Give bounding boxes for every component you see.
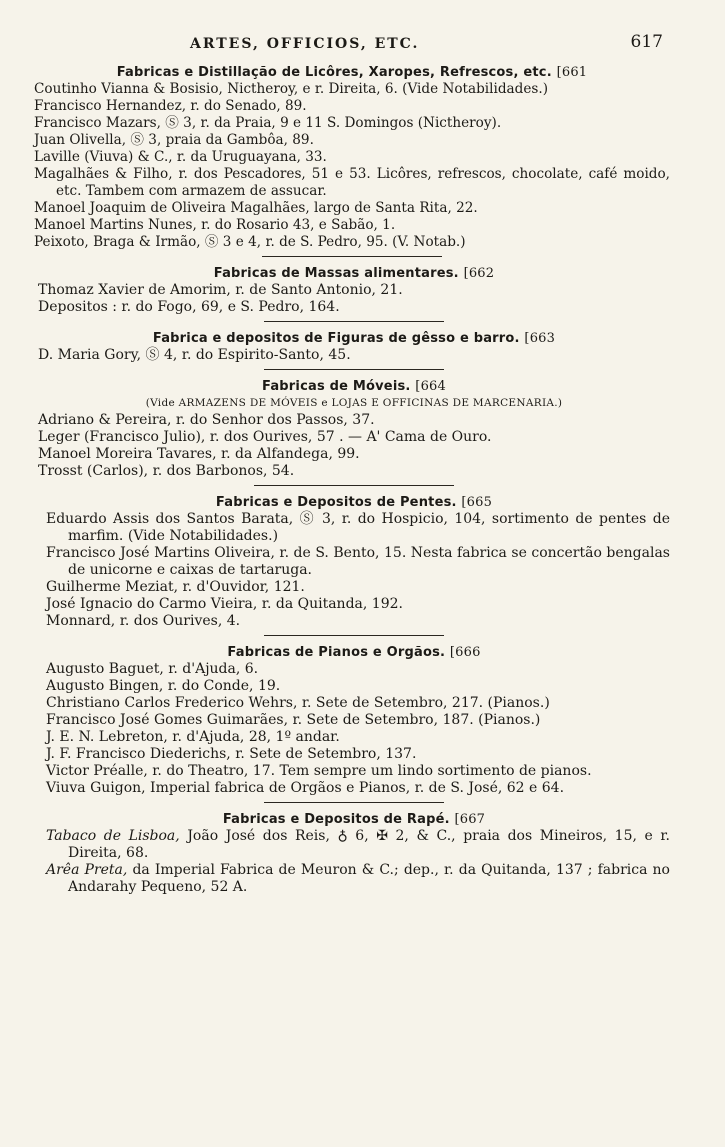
directory-entry [34,234,670,251]
entry-text: Depositos : r. do Fogo, 69, e S. Pedro, 164. [38,299,340,315]
entry-text: Eduardo Assis dos Santos Barata, Ⓢ 3, r. do Hospicio, 104, sortimento de pentes de marfim. (Vide Notabilidades.) [46,511,670,544]
directory-section [34,64,670,257]
section-heading [38,265,670,282]
page-number: 617 [630,32,663,52]
section-ref-number: [664 [415,379,446,394]
entry-trade-name: Arêa Preta, [46,862,128,878]
section-ref-number: [665 [461,495,493,510]
directory-section [38,378,670,486]
directory-section [38,265,670,322]
directory-section [38,330,670,370]
section-ref-number: [667 [454,812,486,827]
entry-text: Coutinho Vianna & Bosisio, Nictheroy, e r. Direita, 6. (Vide Notabilidades.) [34,81,549,97]
section-divider [264,369,444,370]
section-ref-number: [666 [449,645,481,660]
directory-entry [46,746,670,763]
directory-entry [38,463,670,480]
section-divider [264,802,444,803]
running-title: ARTES, OFFICIOS, ETC. [190,36,420,52]
section-divider [264,635,444,636]
entry-text: Peixoto, Braga & Irmão, Ⓢ 3 e 4, r. de S. Pedro, 95. (V. Notab.) [34,234,466,250]
section-title: Fabricas e Depositos de Pentes. [215,495,457,510]
section-divider [262,256,442,257]
entry-text: D. Maria Gory, Ⓢ 4, r. do Espirito-Santo, 45. [38,347,351,363]
directory-entry [46,780,670,797]
directory-entry [46,828,670,862]
entry-text: Viuva Guigon, Imperial fabrica de Orgãos e Pianos, r. de S. José, 62 e 64. [46,780,565,796]
directory-entry [38,412,670,429]
entry-text: Manoel Joaquim de Oliveira Magalhães, largo de Santa Rita, 22. [34,200,478,216]
section-title: Fabricas de Móveis. [262,379,411,394]
directory-entry [34,81,670,98]
entry-text: Thomaz Xavier de Amorim, r. de Santo Antonio, 21. [38,282,403,298]
section-divider [264,321,444,322]
directory-entry [34,149,670,166]
directory-entry [38,347,670,364]
entry-text: Leger (Francisco Julio), r. dos Ourives, 57 . — A' Cama de Ouro. [38,429,492,445]
entry-text: da Imperial Fabrica de Meuron & C.; dep., r. da Quitanda, 137 ; fabrica no Andarahy Pequeno, 52 A. [68,862,670,895]
section-ref-number: [662 [463,266,495,281]
directory-entry [34,200,670,217]
directory-section [38,494,670,636]
section-note: (Vide ARMAZENS DE MÓVEIS e LOJAS E OFFICINAS DE MARCENARIA.) [145,397,563,409]
entry-text: Christiano Carlos Frederico Wehrs, r. Sete de Setembro, 217. (Pianos.) [46,695,550,711]
entry-text: Francisco Mazars, Ⓢ 3, r. da Praia, 9 e 11 S. Domingos (Nictheroy). [34,115,502,131]
page-header [0,32,725,58]
entry-text: Augusto Baguet, r. d'Ajuda, 6. [46,661,259,677]
section-heading [38,330,670,347]
page-content [34,64,670,896]
directory-section [38,811,670,896]
section-ref-number: [663 [524,331,556,346]
section-title: Fabricas de Massas alimentares. [213,266,459,281]
directory-entry [38,299,670,316]
directory-entry [34,98,670,115]
entry-trade-name: Tabaco de Lisboa, [46,828,180,844]
entry-text: João José dos Reis, ♁ 6, ✠ 2, & C., praia dos Mineiros, 15, e r. Direita, 68. [68,828,670,861]
entry-text: J. F. Francisco Diederichs, r. Sete de Setembro, 137. [46,746,417,762]
directory-entry [46,729,670,746]
directory-entry [46,695,670,712]
section-heading [38,494,670,511]
section-title: Fabricas e Distillação de Licôres, Xaropes, Refrescos, etc. [116,65,552,80]
directory-entry [46,712,670,729]
section-heading [34,64,670,81]
directory-entry [34,115,670,132]
entry-text: Francisco José Gomes Guimarães, r. Sete de Setembro, 187. (Pianos.) [46,712,541,728]
section-title: Fabrica e depositos de Figuras de gêsso e barro. [152,331,520,346]
section-title: Fabricas e Depositos de Rapé. [222,812,450,827]
directory-entry [46,545,670,579]
entry-text: Augusto Bingen, r. do Conde, 19. [46,678,281,694]
section-heading [38,644,670,661]
directory-entry [46,511,670,545]
section-heading [38,811,670,828]
directory-entry [46,763,670,780]
directory-entry [46,678,670,695]
entry-text: Laville (Viuva) & C., r. da Uruguayana, 33. [34,149,327,165]
entry-text: J. E. N. Lebreton, r. d'Ajuda, 28, 1º andar. [46,729,340,745]
section-title: Fabricas de Pianos e Orgãos. [227,645,446,660]
section-ref-number: [661 [556,65,588,80]
entry-text: Magalhães & Filho, r. dos Pescadores, 51 e 53. Licôres, refrescos, chocolate, café moido, etc. Tambem com armazem de assucar. [34,166,670,199]
section-divider [254,485,454,486]
section-heading [38,378,670,395]
directory-entry [34,166,670,200]
directory-entry [38,429,670,446]
directory-entry [46,596,670,613]
entry-text: Trosst (Carlos), r. dos Barbonos, 54. [38,463,295,479]
entry-text: Juan Olivella, Ⓢ 3, praia da Gambôa, 89. [34,132,314,148]
directory-entry [46,579,670,596]
entry-text: Francisco Hernandez, r. do Senado, 89. [34,98,307,114]
entry-text: Monnard, r. dos Ourives, 4. [46,613,241,629]
directory-entry [34,217,670,234]
entry-text: José Ignacio do Carmo Vieira, r. da Quitanda, 192. [46,596,403,612]
directory-entry [46,613,670,630]
entry-text: Victor Préalle, r. do Theatro, 17. Tem sempre um lindo sortimento de pianos. [46,763,592,779]
entry-text: Manoel Moreira Tavares, r. da Alfandega, 99. [38,446,360,462]
entry-text: Guilherme Meziat, r. d'Ouvidor, 121. [46,579,305,595]
entry-text: Adriano & Pereira, r. do Senhor dos Passos, 37. [38,412,375,428]
entry-text: Francisco José Martins Oliveira, r. de S. Bento, 15. Nesta fabrica se concertão bengalas de unicorne e caixas de tartaruga. [46,545,670,578]
directory-entry [38,282,670,299]
entry-text: Manoel Martins Nunes, r. do Rosario 43, e Sabão, 1. [34,217,396,233]
directory-entry [38,446,670,463]
directory-entry [46,661,670,678]
directory-entry [34,132,670,149]
directory-section [38,644,670,803]
directory-entry [46,862,670,896]
